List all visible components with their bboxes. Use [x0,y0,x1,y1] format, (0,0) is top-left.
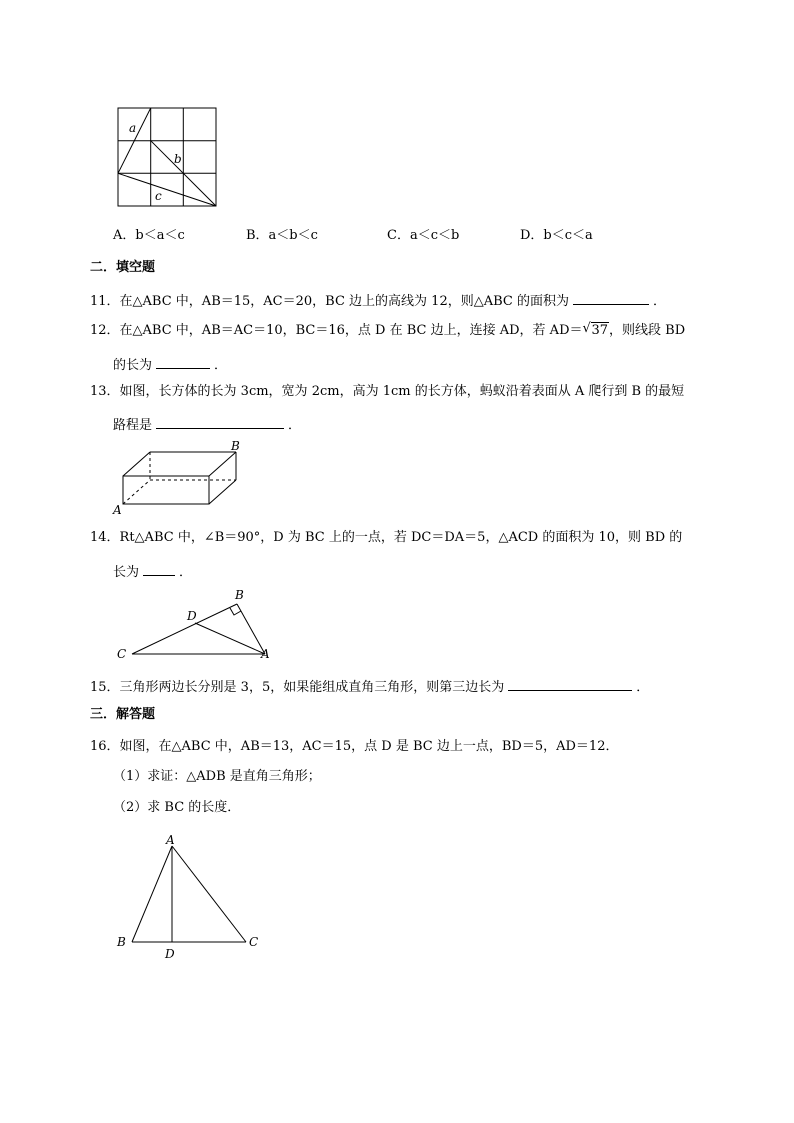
q10-option-a: A．b＜a＜c [113,228,185,243]
label-a: a [129,121,137,135]
triangle-figure-q14 [110,586,280,666]
q16-sub1: （1）求证：△ADB 是直角三角形； [113,769,321,784]
section-fill-heading: 二．填空题 [90,260,156,275]
label-b: B [235,588,244,602]
q12-line2: 的长为 ． [113,354,227,375]
cuboid-figure [105,436,255,516]
label-c: C [249,935,259,949]
label-b: b [174,152,182,166]
q14: 14．Rt△ABC 中，∠B＝90°，D 为 BC 上的一点，若 DC＝DA＝5，△ACD 的面积为 10，则 BD 的 [90,530,683,545]
q10-option-c: C．a＜c＜b [387,228,460,243]
label-d: D [187,609,197,623]
label-b: B [117,935,126,949]
label-a: A [261,647,270,661]
grid-figure [110,100,230,215]
q11: 11．在△ABC 中，AB＝15，AC＝20，BC 边上的高线为 12，则△ABC 的面积为 ． [90,290,666,311]
q10-option-b: B．a＜b＜c [246,228,318,243]
label-d: D [165,947,175,961]
q10-option-d: D．b＜c＜a [520,228,593,243]
sqrt-symbol: √ 37 [582,321,609,338]
label-c: C [117,647,127,661]
label-b: B [231,439,240,453]
q16: 16．如图，在△ABC 中，AB＝13，AC＝15，点 D 是 BC 边上一点，BD＝5，AD＝12． [90,739,619,754]
triangle-figure-q16 [110,826,270,966]
label-a: A [166,833,175,847]
section-solve-heading: 三．解答题 [90,707,156,722]
q13: 13．如图，长方体的长为 3cm，宽为 2cm，高为 1cm 的长方体，蚂蚁沿着表面从 A 爬行到 B 的最短 [90,384,685,399]
q16-sub2: （2）求 BC 的长度． [113,800,241,815]
label-a: A [113,503,122,516]
q14-line2: 长为 ． [113,561,192,582]
segment-c [118,173,216,206]
q15: 15．三角形两边长分别是 3，5，如果能组成直角三角形，则第三边长为 ． [90,676,649,697]
q13-line2: 路程是 ． [113,414,301,435]
q12: 12．在△ABC 中，AB＝AC＝10，BC＝16，点 D 在 BC 边上，连接 AD，若 AD＝ √ 37，则线段 BD [90,321,686,338]
label-c: c [155,189,162,203]
